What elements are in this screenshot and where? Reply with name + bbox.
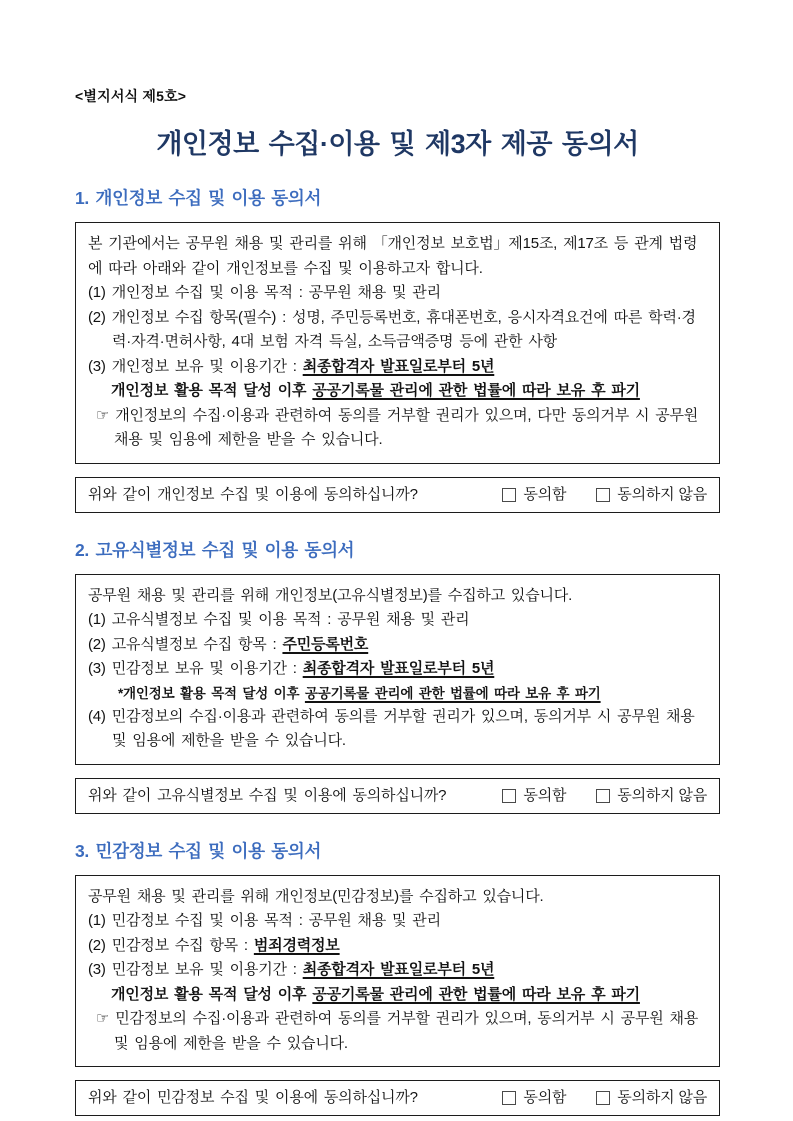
text-segment: 공공기록물 관리에 관한 법률에 따라 보유 후 파기 xyxy=(312,985,640,1003)
disagree-label: 동의하지 않음 xyxy=(617,485,707,503)
info-line xyxy=(88,682,707,705)
agree-checkbox[interactable] xyxy=(502,1091,516,1105)
agree-label: 동의함 xyxy=(523,786,567,804)
disagree-option[interactable] xyxy=(596,784,707,808)
agree-label: 동의함 xyxy=(523,485,567,503)
text-segment: (2) 고유식별정보 수집 항목 : xyxy=(88,635,283,653)
consent-question: 위와 같이 민감정보 수집 및 이용에 동의하십니까? xyxy=(88,1089,418,1106)
agree-option[interactable] xyxy=(502,784,566,808)
info-line xyxy=(88,983,707,1008)
info-line xyxy=(88,355,707,380)
info-line xyxy=(88,232,707,281)
consent-sections-container xyxy=(75,185,720,1116)
text-segment: 공무원 채용 및 관리를 위해 개인정보(민감정보)를 수집하고 있습니다. xyxy=(88,887,544,905)
section-info-box xyxy=(75,222,720,464)
text-segment: 공공기록물 관리에 관한 법률에 따라 보유 후 파기 xyxy=(312,382,640,399)
text-segment: 개인정보 활용 목적 달성 이후 xyxy=(111,382,313,399)
agree-checkbox[interactable] xyxy=(502,789,516,803)
text-segment: (3) 민감정보 보유 및 이용기간 : xyxy=(88,961,303,978)
info-line xyxy=(88,281,707,306)
text-segment: 공공기록물 관리에 관한 법률에 따라 보유 후 파기 xyxy=(304,685,601,701)
text-segment: 범죄경력정보 xyxy=(253,936,340,954)
agree-option[interactable] xyxy=(502,483,566,507)
text-segment: (1) 고유식별정보 수집 및 이용 목적 : 공무원 채용 및 관리 xyxy=(88,611,470,628)
disagree-option[interactable] xyxy=(596,1086,707,1110)
info-line xyxy=(88,306,707,355)
disagree-label: 동의하지 않음 xyxy=(617,786,707,804)
text-segment: (3) 민감정보 보유 및 이용기간 : xyxy=(88,660,303,677)
consent-row xyxy=(75,477,720,513)
disagree-checkbox[interactable] xyxy=(596,488,610,502)
disagree-label: 동의하지 않음 xyxy=(617,1089,707,1106)
text-segment: 최종합격자 발표일로부터 5년 xyxy=(302,660,495,677)
form-number-label: <별지서식 제5호> xyxy=(75,88,187,104)
text-segment: 본 기관에서는 공무원 채용 및 관리를 위해 「개인정보 보호법」제15조, 제17조 등 관계 법령에 따라 아래와 같이 개인정보를 수집 및 이용하고자 합니다. xyxy=(88,235,698,277)
info-line xyxy=(88,885,707,910)
text-segment: (4) 민감정보의 수집·이용과 관련하여 동의를 거부할 권리가 있으며, 동의거부 시 공무원 채용 및 임용에 제한을 받을 수 있습니다. xyxy=(88,707,695,749)
consent-row xyxy=(75,778,720,814)
text-segment: 개인정보 활용 목적 달성 이후 xyxy=(111,985,313,1003)
consent-question: 위와 같이 개인정보 수집 및 이용에 동의하십니까? xyxy=(88,485,418,503)
info-line xyxy=(88,379,707,404)
info-line xyxy=(88,958,707,983)
document-title: 개인정보 수집·이용 및 제3자 제공 동의서 xyxy=(156,129,639,159)
text-segment: (1) 민감정보 수집 및 이용 목적 : 공무원 채용 및 관리 xyxy=(88,912,441,929)
consent-question: 위와 같이 고유식별정보 수집 및 이용에 동의하십니까? xyxy=(88,786,447,804)
text-segment: ☞ 민감정보의 수집·이용과 관련하여 동의를 거부할 권리가 있으며, 동의거부 시 공무원 채용 및 임용에 제한을 받을 수 있습니다. xyxy=(96,1010,699,1052)
section-personal-info-consent xyxy=(75,185,720,513)
section-heading: 2. 고유식별정보 수집 및 이용 동의서 xyxy=(75,539,355,560)
text-segment: (2) 민감정보 수집 항목 : xyxy=(88,936,254,954)
text-segment: (2) 개인정보 수집 항목(필수) : 성명, 주민등록번호, 휴대폰번호, 응시자격요건에 따른 학력·경력·자격·면허사항, 4대 보험 자격 득실, 소득금액증명 등에 관한 사항 xyxy=(88,308,696,350)
info-line xyxy=(88,404,707,453)
info-line xyxy=(88,633,707,658)
agree-checkbox[interactable] xyxy=(502,488,516,502)
section-heading: 1. 개인정보 수집 및 이용 동의서 xyxy=(75,188,322,208)
section-info-box xyxy=(75,574,720,765)
text-segment: ☞ 개인정보의 수집·이용과 관련하여 동의를 거부할 권리가 있으며, 다만 동의거부 시 공무원 채용 및 임용에 제한을 받을 수 있습니다. xyxy=(96,406,699,448)
section-sensitive-info-consent xyxy=(75,838,720,1117)
agree-option[interactable] xyxy=(502,1086,566,1110)
disagree-checkbox[interactable] xyxy=(596,1091,610,1105)
info-line xyxy=(88,1007,707,1056)
info-line xyxy=(88,934,707,959)
section-heading: 3. 민감정보 수집 및 이용 동의서 xyxy=(75,840,322,861)
text-segment: (3) 개인정보 보유 및 이용기간 : xyxy=(88,357,303,375)
text-segment: 최종합격자 발표일로부터 5년 xyxy=(302,357,495,375)
info-line xyxy=(88,584,707,609)
agree-label: 동의함 xyxy=(523,1089,567,1106)
section-info-box xyxy=(75,875,720,1068)
text-segment: 최종합격자 발표일로부터 5년 xyxy=(302,961,495,978)
text-segment: 주민등록번호 xyxy=(282,635,369,653)
info-line xyxy=(88,608,707,633)
text-segment: 공무원 채용 및 관리를 위해 개인정보(고유식별정보)를 수집하고 있습니다. xyxy=(88,586,573,604)
consent-row xyxy=(75,1080,720,1116)
info-line xyxy=(88,909,707,934)
section-unique-id-info-consent xyxy=(75,537,720,814)
info-line xyxy=(88,705,707,754)
disagree-option[interactable] xyxy=(596,483,707,507)
info-line xyxy=(88,657,707,682)
text-segment: (1) 개인정보 수집 및 이용 목적 : 공무원 채용 및 관리 xyxy=(88,284,441,301)
text-segment: *개인정보 활용 목적 달성 이후 xyxy=(118,685,305,701)
disagree-checkbox[interactable] xyxy=(596,789,610,803)
